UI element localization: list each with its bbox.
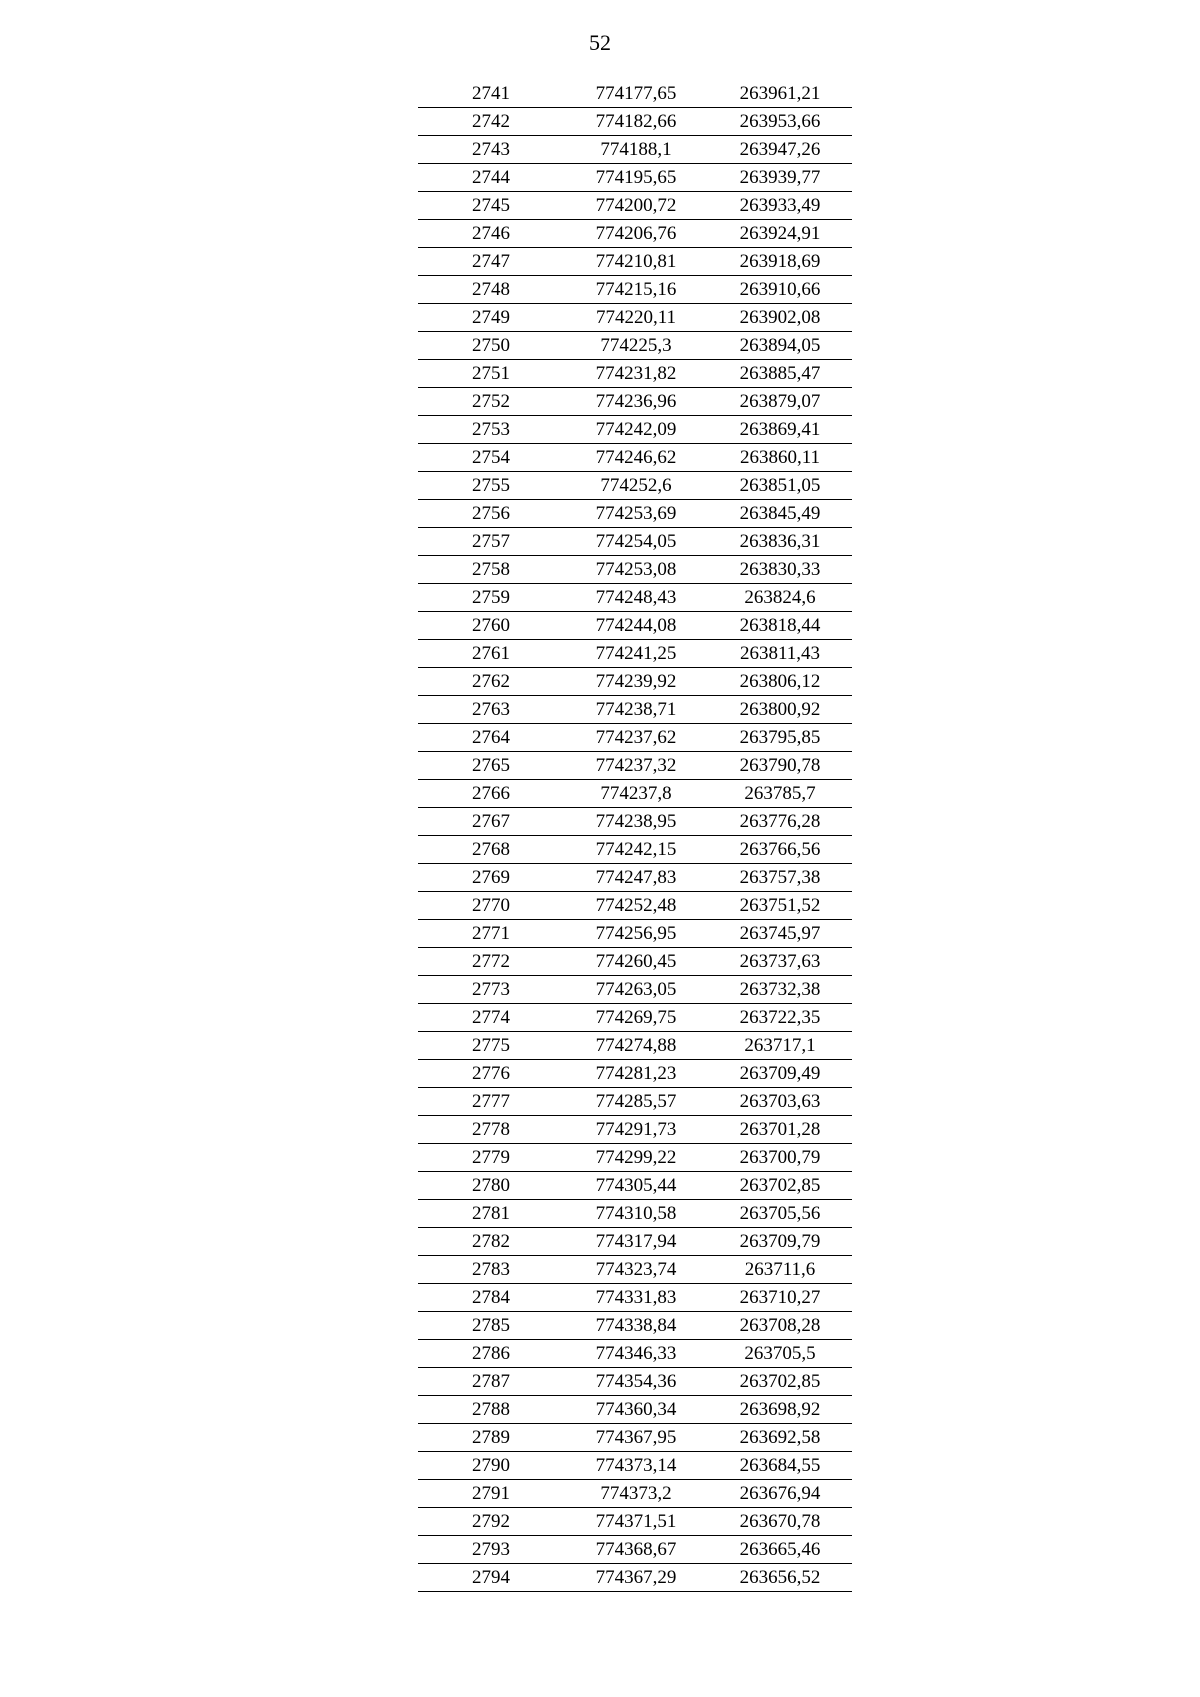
y-coordinate-cell: 263933,49	[708, 192, 852, 220]
y-coordinate-cell: 263737,63	[708, 948, 852, 976]
y-coordinate-cell: 263795,85	[708, 724, 852, 752]
y-coordinate-cell: 263918,69	[708, 248, 852, 276]
point-number-cell: 2788	[418, 1396, 564, 1424]
coordinates-table-body	[418, 80, 852, 1592]
x-coordinate-cell: 774182,66	[564, 108, 708, 136]
point-number-cell: 2786	[418, 1340, 564, 1368]
table-row	[418, 808, 852, 836]
point-number-cell: 2748	[418, 276, 564, 304]
x-coordinate-cell: 774246,62	[564, 444, 708, 472]
y-coordinate-cell: 263711,6	[708, 1256, 852, 1284]
y-coordinate-cell: 263885,47	[708, 360, 852, 388]
y-coordinate-cell: 263947,26	[708, 136, 852, 164]
x-coordinate-cell: 774305,44	[564, 1172, 708, 1200]
table-row	[418, 1256, 852, 1284]
y-coordinate-cell: 263939,77	[708, 164, 852, 192]
table-row	[418, 1088, 852, 1116]
x-coordinate-cell: 774371,51	[564, 1508, 708, 1536]
y-coordinate-cell: 263961,21	[708, 80, 852, 108]
y-coordinate-cell: 263924,91	[708, 220, 852, 248]
x-coordinate-cell: 774256,95	[564, 920, 708, 948]
table-row	[418, 1172, 852, 1200]
table-row	[418, 276, 852, 304]
x-coordinate-cell: 774317,94	[564, 1228, 708, 1256]
y-coordinate-cell: 263953,66	[708, 108, 852, 136]
x-coordinate-cell: 774253,69	[564, 500, 708, 528]
point-number-cell: 2755	[418, 472, 564, 500]
point-number-cell: 2756	[418, 500, 564, 528]
table-row	[418, 416, 852, 444]
y-coordinate-cell: 263722,35	[708, 1004, 852, 1032]
table-row	[418, 136, 852, 164]
x-coordinate-cell: 774323,74	[564, 1256, 708, 1284]
point-number-cell: 2781	[418, 1200, 564, 1228]
point-number-cell: 2769	[418, 864, 564, 892]
point-number-cell: 2763	[418, 696, 564, 724]
point-number-cell: 2789	[418, 1424, 564, 1452]
y-coordinate-cell: 263698,92	[708, 1396, 852, 1424]
point-number-cell: 2785	[418, 1312, 564, 1340]
y-coordinate-cell: 263700,79	[708, 1144, 852, 1172]
table-row	[418, 248, 852, 276]
table-row	[418, 304, 852, 332]
x-coordinate-cell: 774269,75	[564, 1004, 708, 1032]
y-coordinate-cell: 263703,63	[708, 1088, 852, 1116]
table-row	[418, 1368, 852, 1396]
y-coordinate-cell: 263811,43	[708, 640, 852, 668]
x-coordinate-cell: 774195,65	[564, 164, 708, 192]
y-coordinate-cell: 263732,38	[708, 976, 852, 1004]
table-row	[418, 388, 852, 416]
table-row	[418, 528, 852, 556]
x-coordinate-cell: 774252,48	[564, 892, 708, 920]
point-number-cell: 2794	[418, 1564, 564, 1592]
point-number-cell: 2775	[418, 1032, 564, 1060]
y-coordinate-cell: 263818,44	[708, 612, 852, 640]
table-row	[418, 1284, 852, 1312]
point-number-cell: 2778	[418, 1116, 564, 1144]
y-coordinate-cell: 263705,5	[708, 1340, 852, 1368]
table-row	[418, 332, 852, 360]
table-row	[418, 696, 852, 724]
point-number-cell: 2768	[418, 836, 564, 864]
table-row	[418, 220, 852, 248]
y-coordinate-cell: 263785,7	[708, 780, 852, 808]
table-row	[418, 1340, 852, 1368]
table-row	[418, 1480, 852, 1508]
x-coordinate-cell: 774242,15	[564, 836, 708, 864]
x-coordinate-cell: 774285,57	[564, 1088, 708, 1116]
table-row	[418, 724, 852, 752]
x-coordinate-cell: 774373,2	[564, 1480, 708, 1508]
x-coordinate-cell: 774367,29	[564, 1564, 708, 1592]
x-coordinate-cell: 774200,72	[564, 192, 708, 220]
table-row	[418, 920, 852, 948]
point-number-cell: 2765	[418, 752, 564, 780]
table-row	[418, 1536, 852, 1564]
x-coordinate-cell: 774252,6	[564, 472, 708, 500]
table-row	[418, 976, 852, 1004]
x-coordinate-cell: 774244,08	[564, 612, 708, 640]
x-coordinate-cell: 774253,08	[564, 556, 708, 584]
point-number-cell: 2764	[418, 724, 564, 752]
y-coordinate-cell: 263757,38	[708, 864, 852, 892]
x-coordinate-cell: 774239,92	[564, 668, 708, 696]
y-coordinate-cell: 263910,66	[708, 276, 852, 304]
y-coordinate-cell: 263708,28	[708, 1312, 852, 1340]
table-row	[418, 640, 852, 668]
y-coordinate-cell: 263717,1	[708, 1032, 852, 1060]
x-coordinate-cell: 774231,82	[564, 360, 708, 388]
table-row	[418, 780, 852, 808]
page-number: 52	[589, 30, 611, 55]
x-coordinate-cell: 774237,32	[564, 752, 708, 780]
y-coordinate-cell: 263830,33	[708, 556, 852, 584]
table-row	[418, 108, 852, 136]
point-number-cell: 2745	[418, 192, 564, 220]
x-coordinate-cell: 774177,65	[564, 80, 708, 108]
point-number-cell: 2762	[418, 668, 564, 696]
table-row	[418, 1060, 852, 1088]
y-coordinate-cell: 263879,07	[708, 388, 852, 416]
y-coordinate-cell: 263806,12	[708, 668, 852, 696]
point-number-cell: 2790	[418, 1452, 564, 1480]
coordinates-table	[418, 80, 852, 1592]
y-coordinate-cell: 263676,94	[708, 1480, 852, 1508]
point-number-cell: 2754	[418, 444, 564, 472]
x-coordinate-cell: 774238,71	[564, 696, 708, 724]
point-number-cell: 2749	[418, 304, 564, 332]
point-number-cell: 2753	[418, 416, 564, 444]
x-coordinate-cell: 774236,96	[564, 388, 708, 416]
table-row	[418, 1032, 852, 1060]
point-number-cell: 2776	[418, 1060, 564, 1088]
y-coordinate-cell: 263751,52	[708, 892, 852, 920]
x-coordinate-cell: 774373,14	[564, 1452, 708, 1480]
y-coordinate-cell: 263869,41	[708, 416, 852, 444]
table-row	[418, 164, 852, 192]
x-coordinate-cell: 774368,67	[564, 1536, 708, 1564]
y-coordinate-cell: 263692,58	[708, 1424, 852, 1452]
point-number-cell: 2746	[418, 220, 564, 248]
table-row	[418, 1228, 852, 1256]
x-coordinate-cell: 774242,09	[564, 416, 708, 444]
point-number-cell: 2747	[418, 248, 564, 276]
y-coordinate-cell: 263705,56	[708, 1200, 852, 1228]
point-number-cell: 2743	[418, 136, 564, 164]
table-row	[418, 668, 852, 696]
point-number-cell: 2744	[418, 164, 564, 192]
x-coordinate-cell: 774238,95	[564, 808, 708, 836]
point-number-cell: 2771	[418, 920, 564, 948]
x-coordinate-cell: 774299,22	[564, 1144, 708, 1172]
y-coordinate-cell: 263665,46	[708, 1536, 852, 1564]
x-coordinate-cell: 774237,62	[564, 724, 708, 752]
point-number-cell: 2757	[418, 528, 564, 556]
x-coordinate-cell: 774281,23	[564, 1060, 708, 1088]
table-row	[418, 1200, 852, 1228]
point-number-cell: 2773	[418, 976, 564, 1004]
y-coordinate-cell: 263800,92	[708, 696, 852, 724]
table-row	[418, 1508, 852, 1536]
y-coordinate-cell: 263710,27	[708, 1284, 852, 1312]
y-coordinate-cell: 263684,55	[708, 1452, 852, 1480]
table-row	[418, 192, 852, 220]
table-row	[418, 360, 852, 388]
y-coordinate-cell: 263702,85	[708, 1172, 852, 1200]
table-row	[418, 864, 852, 892]
table-row	[418, 444, 852, 472]
y-coordinate-cell: 263766,56	[708, 836, 852, 864]
x-coordinate-cell: 774331,83	[564, 1284, 708, 1312]
y-coordinate-cell: 263790,78	[708, 752, 852, 780]
table-row	[418, 836, 852, 864]
x-coordinate-cell: 774254,05	[564, 528, 708, 556]
y-coordinate-cell: 263845,49	[708, 500, 852, 528]
table-row	[418, 556, 852, 584]
point-number-cell: 2750	[418, 332, 564, 360]
y-coordinate-cell: 263902,08	[708, 304, 852, 332]
x-coordinate-cell: 774367,95	[564, 1424, 708, 1452]
y-coordinate-cell: 263851,05	[708, 472, 852, 500]
point-number-cell: 2751	[418, 360, 564, 388]
point-number-cell: 2760	[418, 612, 564, 640]
x-coordinate-cell: 774291,73	[564, 1116, 708, 1144]
x-coordinate-cell: 774237,8	[564, 780, 708, 808]
point-number-cell: 2772	[418, 948, 564, 976]
y-coordinate-cell: 263824,6	[708, 584, 852, 612]
y-coordinate-cell: 263745,97	[708, 920, 852, 948]
x-coordinate-cell: 774338,84	[564, 1312, 708, 1340]
y-coordinate-cell: 263701,28	[708, 1116, 852, 1144]
point-number-cell: 2752	[418, 388, 564, 416]
point-number-cell: 2787	[418, 1368, 564, 1396]
y-coordinate-cell: 263670,78	[708, 1508, 852, 1536]
y-coordinate-cell: 263836,31	[708, 528, 852, 556]
table-row	[418, 1004, 852, 1032]
y-coordinate-cell: 263860,11	[708, 444, 852, 472]
x-coordinate-cell: 774274,88	[564, 1032, 708, 1060]
table-row	[418, 892, 852, 920]
point-number-cell: 2791	[418, 1480, 564, 1508]
table-row	[418, 472, 852, 500]
table-row	[418, 500, 852, 528]
x-coordinate-cell: 774220,11	[564, 304, 708, 332]
x-coordinate-cell: 774346,33	[564, 1340, 708, 1368]
point-number-cell: 2742	[418, 108, 564, 136]
table-row	[418, 1144, 852, 1172]
point-number-cell: 2792	[418, 1508, 564, 1536]
point-number-cell: 2759	[418, 584, 564, 612]
x-coordinate-cell: 774263,05	[564, 976, 708, 1004]
x-coordinate-cell: 774215,16	[564, 276, 708, 304]
table-row	[418, 1396, 852, 1424]
table-row	[418, 1564, 852, 1592]
x-coordinate-cell: 774310,58	[564, 1200, 708, 1228]
y-coordinate-cell: 263656,52	[708, 1564, 852, 1592]
point-number-cell: 2783	[418, 1256, 564, 1284]
point-number-cell: 2784	[418, 1284, 564, 1312]
table-row	[418, 1312, 852, 1340]
table-row	[418, 948, 852, 976]
x-coordinate-cell: 774260,45	[564, 948, 708, 976]
table-row	[418, 1116, 852, 1144]
x-coordinate-cell: 774247,83	[564, 864, 708, 892]
table-row	[418, 584, 852, 612]
point-number-cell: 2761	[418, 640, 564, 668]
x-coordinate-cell: 774360,34	[564, 1396, 708, 1424]
point-number-cell: 2741	[418, 80, 564, 108]
point-number-cell: 2780	[418, 1172, 564, 1200]
table-row	[418, 752, 852, 780]
point-number-cell: 2779	[418, 1144, 564, 1172]
table-row	[418, 1452, 852, 1480]
point-number-cell: 2793	[418, 1536, 564, 1564]
x-coordinate-cell: 774241,25	[564, 640, 708, 668]
y-coordinate-cell: 263894,05	[708, 332, 852, 360]
y-coordinate-cell: 263702,85	[708, 1368, 852, 1396]
point-number-cell: 2777	[418, 1088, 564, 1116]
x-coordinate-cell: 774188,1	[564, 136, 708, 164]
y-coordinate-cell: 263709,49	[708, 1060, 852, 1088]
point-number-cell: 2774	[418, 1004, 564, 1032]
table-row	[418, 80, 852, 108]
x-coordinate-cell: 774354,36	[564, 1368, 708, 1396]
point-number-cell: 2770	[418, 892, 564, 920]
x-coordinate-cell: 774206,76	[564, 220, 708, 248]
point-number-cell: 2766	[418, 780, 564, 808]
table-row	[418, 612, 852, 640]
x-coordinate-cell: 774225,3	[564, 332, 708, 360]
y-coordinate-cell: 263709,79	[708, 1228, 852, 1256]
x-coordinate-cell: 774248,43	[564, 584, 708, 612]
x-coordinate-cell: 774210,81	[564, 248, 708, 276]
point-number-cell: 2767	[418, 808, 564, 836]
table-row	[418, 1424, 852, 1452]
point-number-cell: 2782	[418, 1228, 564, 1256]
point-number-cell: 2758	[418, 556, 564, 584]
y-coordinate-cell: 263776,28	[708, 808, 852, 836]
